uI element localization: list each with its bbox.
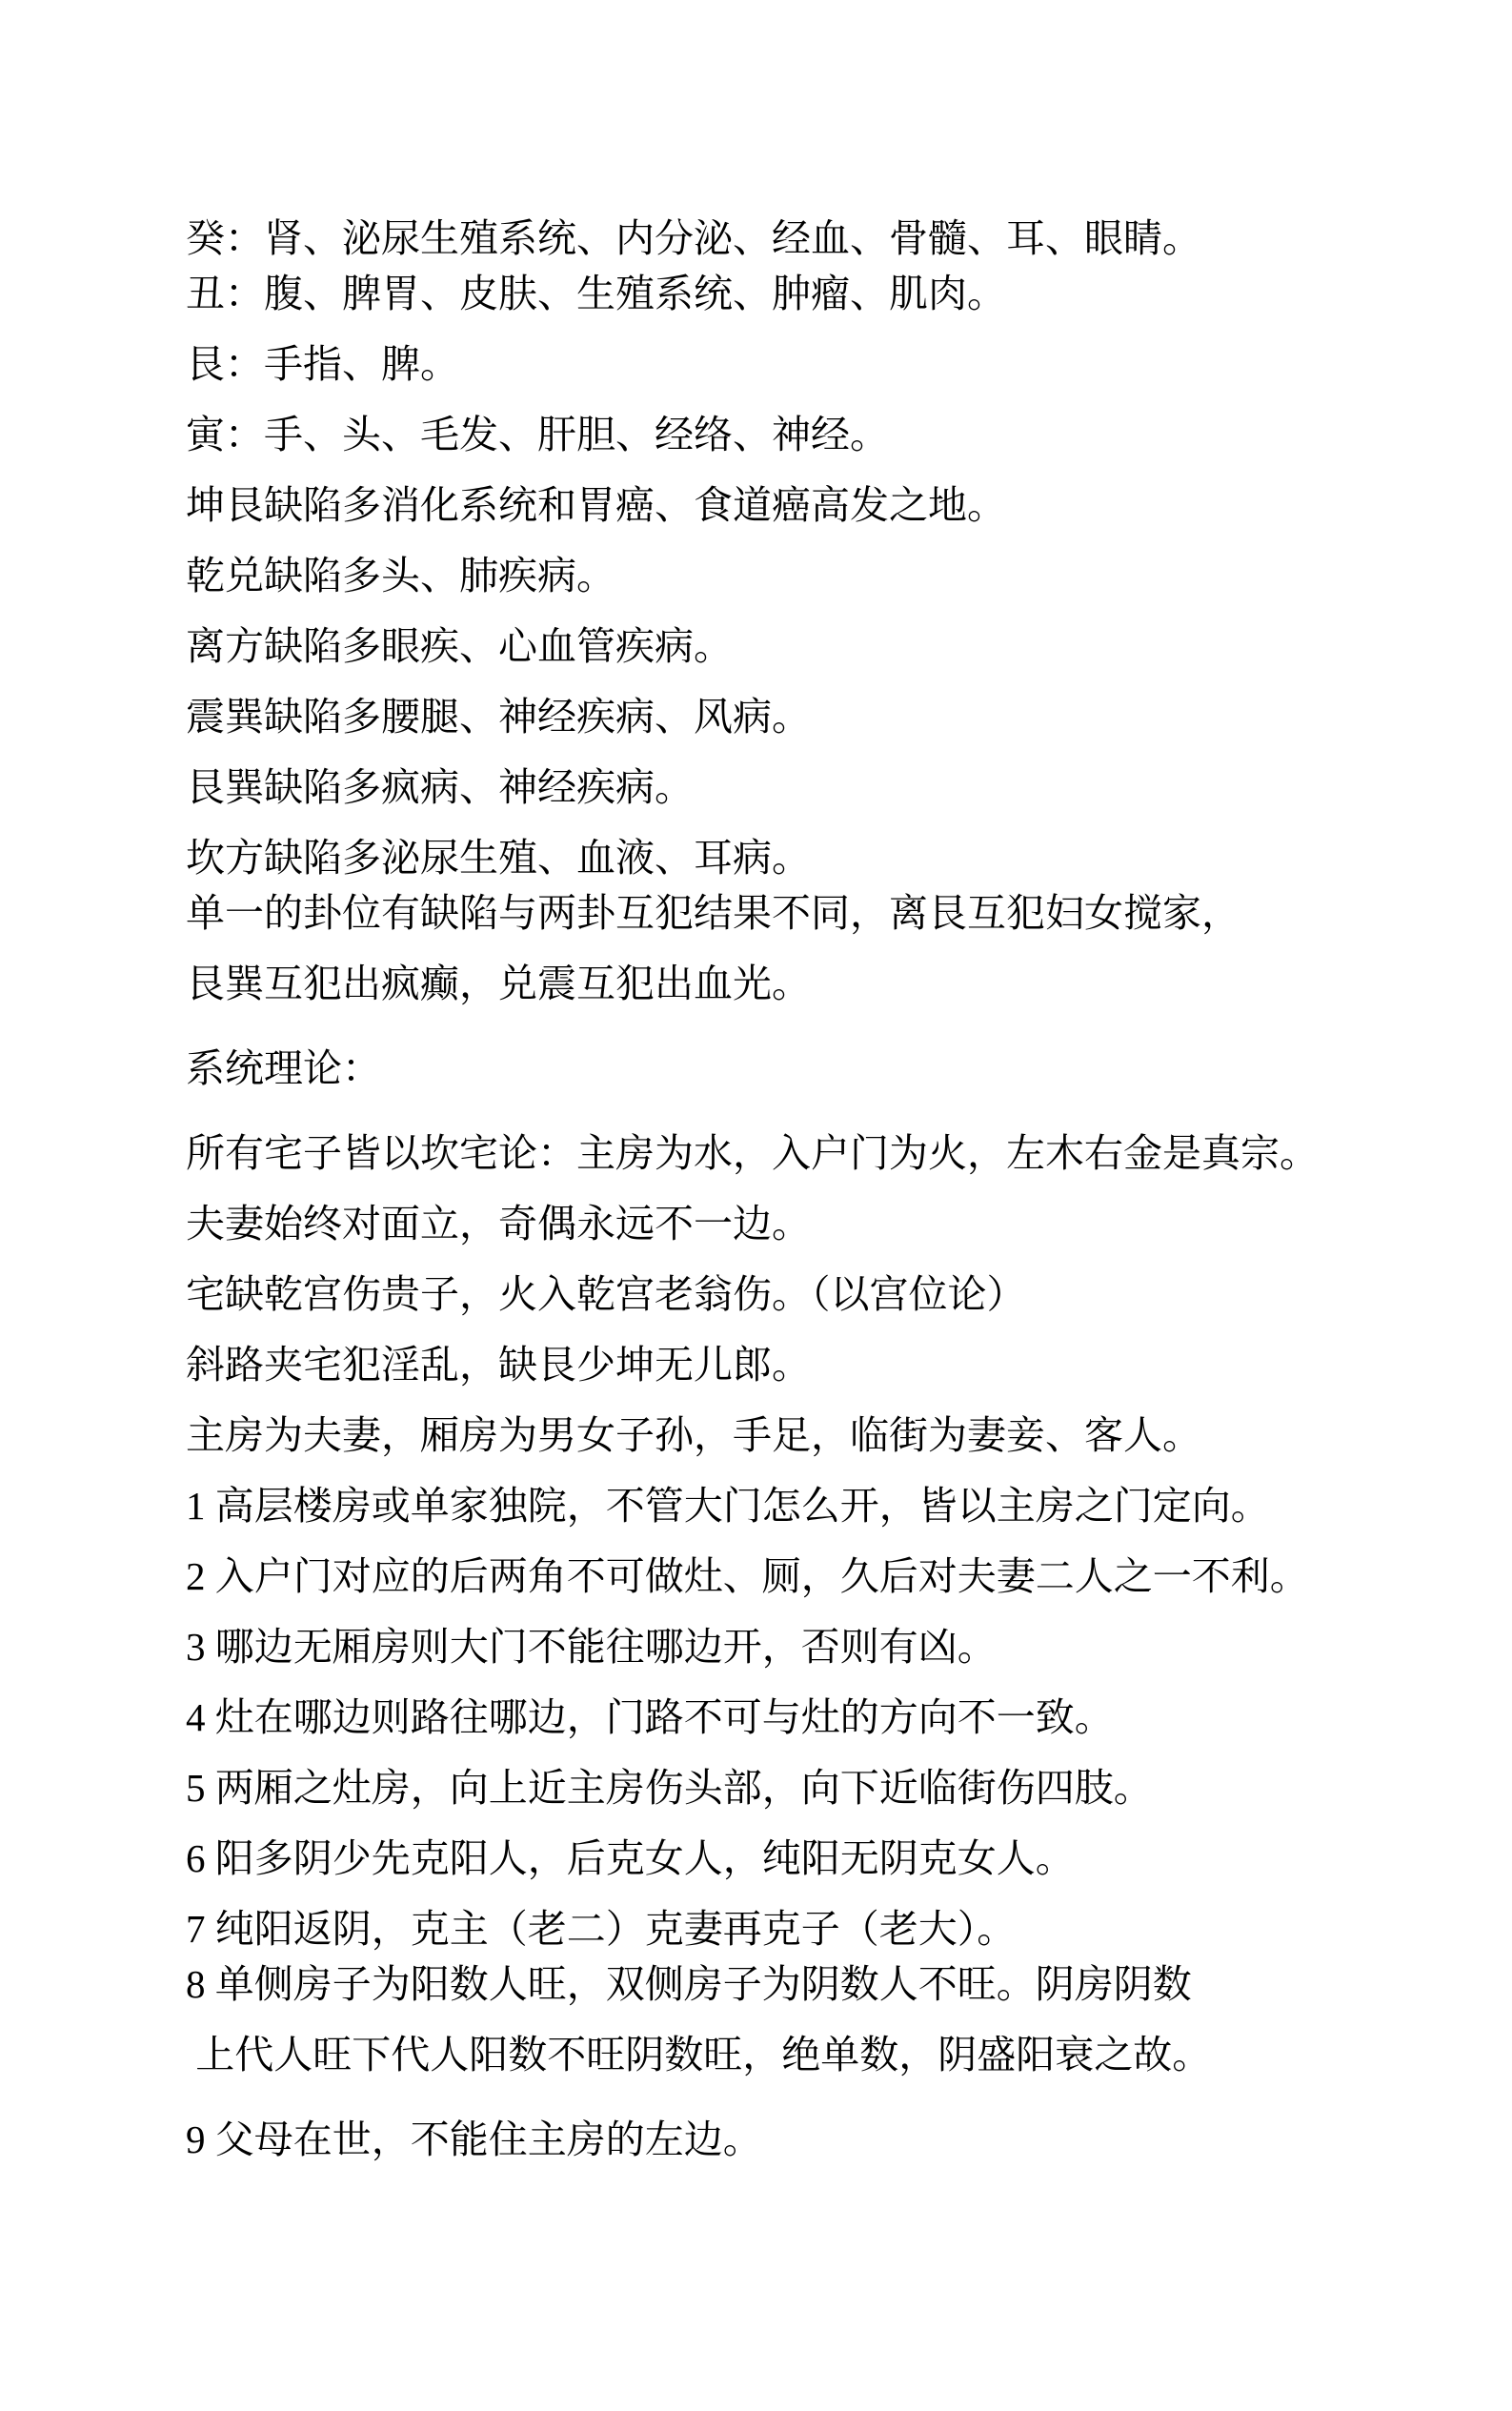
text-line: 上代人旺下代人阳数不旺阴数旺，绝单数，阴盛阳衰之故。 <box>186 2033 1212 2077</box>
text-line: 坎方缺陷多泌尿生殖、血液、耳病。 <box>186 836 811 880</box>
text-line: 夫妻始终对面立，奇偶永远不一边。 <box>186 1202 811 1246</box>
text-line: 5 两厢之灶房，向上近主房伤头部，向下近临街伤四肢。 <box>186 1766 1153 1810</box>
text-line: 艮巽缺陷多疯病、神经疾病。 <box>186 765 694 809</box>
text-line: 9 父母在世，不能住主房的左边。 <box>186 2117 762 2161</box>
text-line: 单一的卦位有缺陷与两卦互犯结果不同，离艮互犯妇女搅家， <box>186 891 1240 935</box>
text-line: 3 哪边无厢房则大门不能往哪边开，否则有凶。 <box>186 1625 997 1669</box>
text-line: 寅：手、头、毛发、肝胆、经络、神经。 <box>186 413 889 456</box>
text-line: 斜路夹宅犯淫乱，缺艮少坤无儿郎。 <box>186 1343 811 1387</box>
text-line: 宅缺乾宫伤贵子，火入乾宫老翁伤。（以宫位论） <box>186 1272 1026 1316</box>
text-line: 乾兑缺陷多头、肺疾病。 <box>186 554 615 598</box>
text-line: 癸：肾、泌尿生殖系统、内分泌、经血、骨髓、耳、眼睛。 <box>186 216 1201 260</box>
text-line: 系统理论： <box>186 1046 381 1090</box>
text-line: 所有宅子皆以坎宅论：主房为水，入户门为火，左木右金是真宗。 <box>186 1131 1319 1175</box>
text-line: 震巽缺陷多腰腿、神经疾病、风病。 <box>186 695 811 739</box>
document-text-body <box>186 216 1474 2161</box>
text-line: 坤艮缺陷多消化系统和胃癌、食道癌高发之地。 <box>186 483 1006 527</box>
text-line: 1 高层楼房或单家独院，不管大门怎么开，皆以主房之门定向。 <box>186 1484 1270 1528</box>
text-line: 主房为夫妻，厢房为男女子孙，手足，临街为妻妾、客人。 <box>186 1413 1201 1457</box>
text-line: 2 入户门对应的后两角不可做灶、厕，久后对夫妻二人之一不利。 <box>186 1554 1309 1598</box>
text-line: 6 阳多阴少先克阳人，后克女人，纯阳无阴克女人。 <box>186 1836 1075 1880</box>
text-line: 艮巽互犯出疯癫，兑震互犯出血光。 <box>186 962 811 1005</box>
text-line: 4 灶在哪边则路往哪边，门路不可与灶的方向不一致。 <box>186 1695 1114 1739</box>
text-line: 艮：手指、脾。 <box>186 342 459 386</box>
text-line: 离方缺陷多眼疾、心血管疾病。 <box>186 624 733 668</box>
text-line: 7 纯阳返阴，克主（老二）克妻再克子（老大）。 <box>186 1907 1017 1951</box>
text-line: 丑：腹、脾胃、皮肤、生殖系统、肿瘤、肌肉。 <box>186 272 1006 315</box>
text-line: 8 单侧房子为阳数人旺，双侧房子为阴数人不旺。阴房阴数 <box>186 1962 1192 2006</box>
